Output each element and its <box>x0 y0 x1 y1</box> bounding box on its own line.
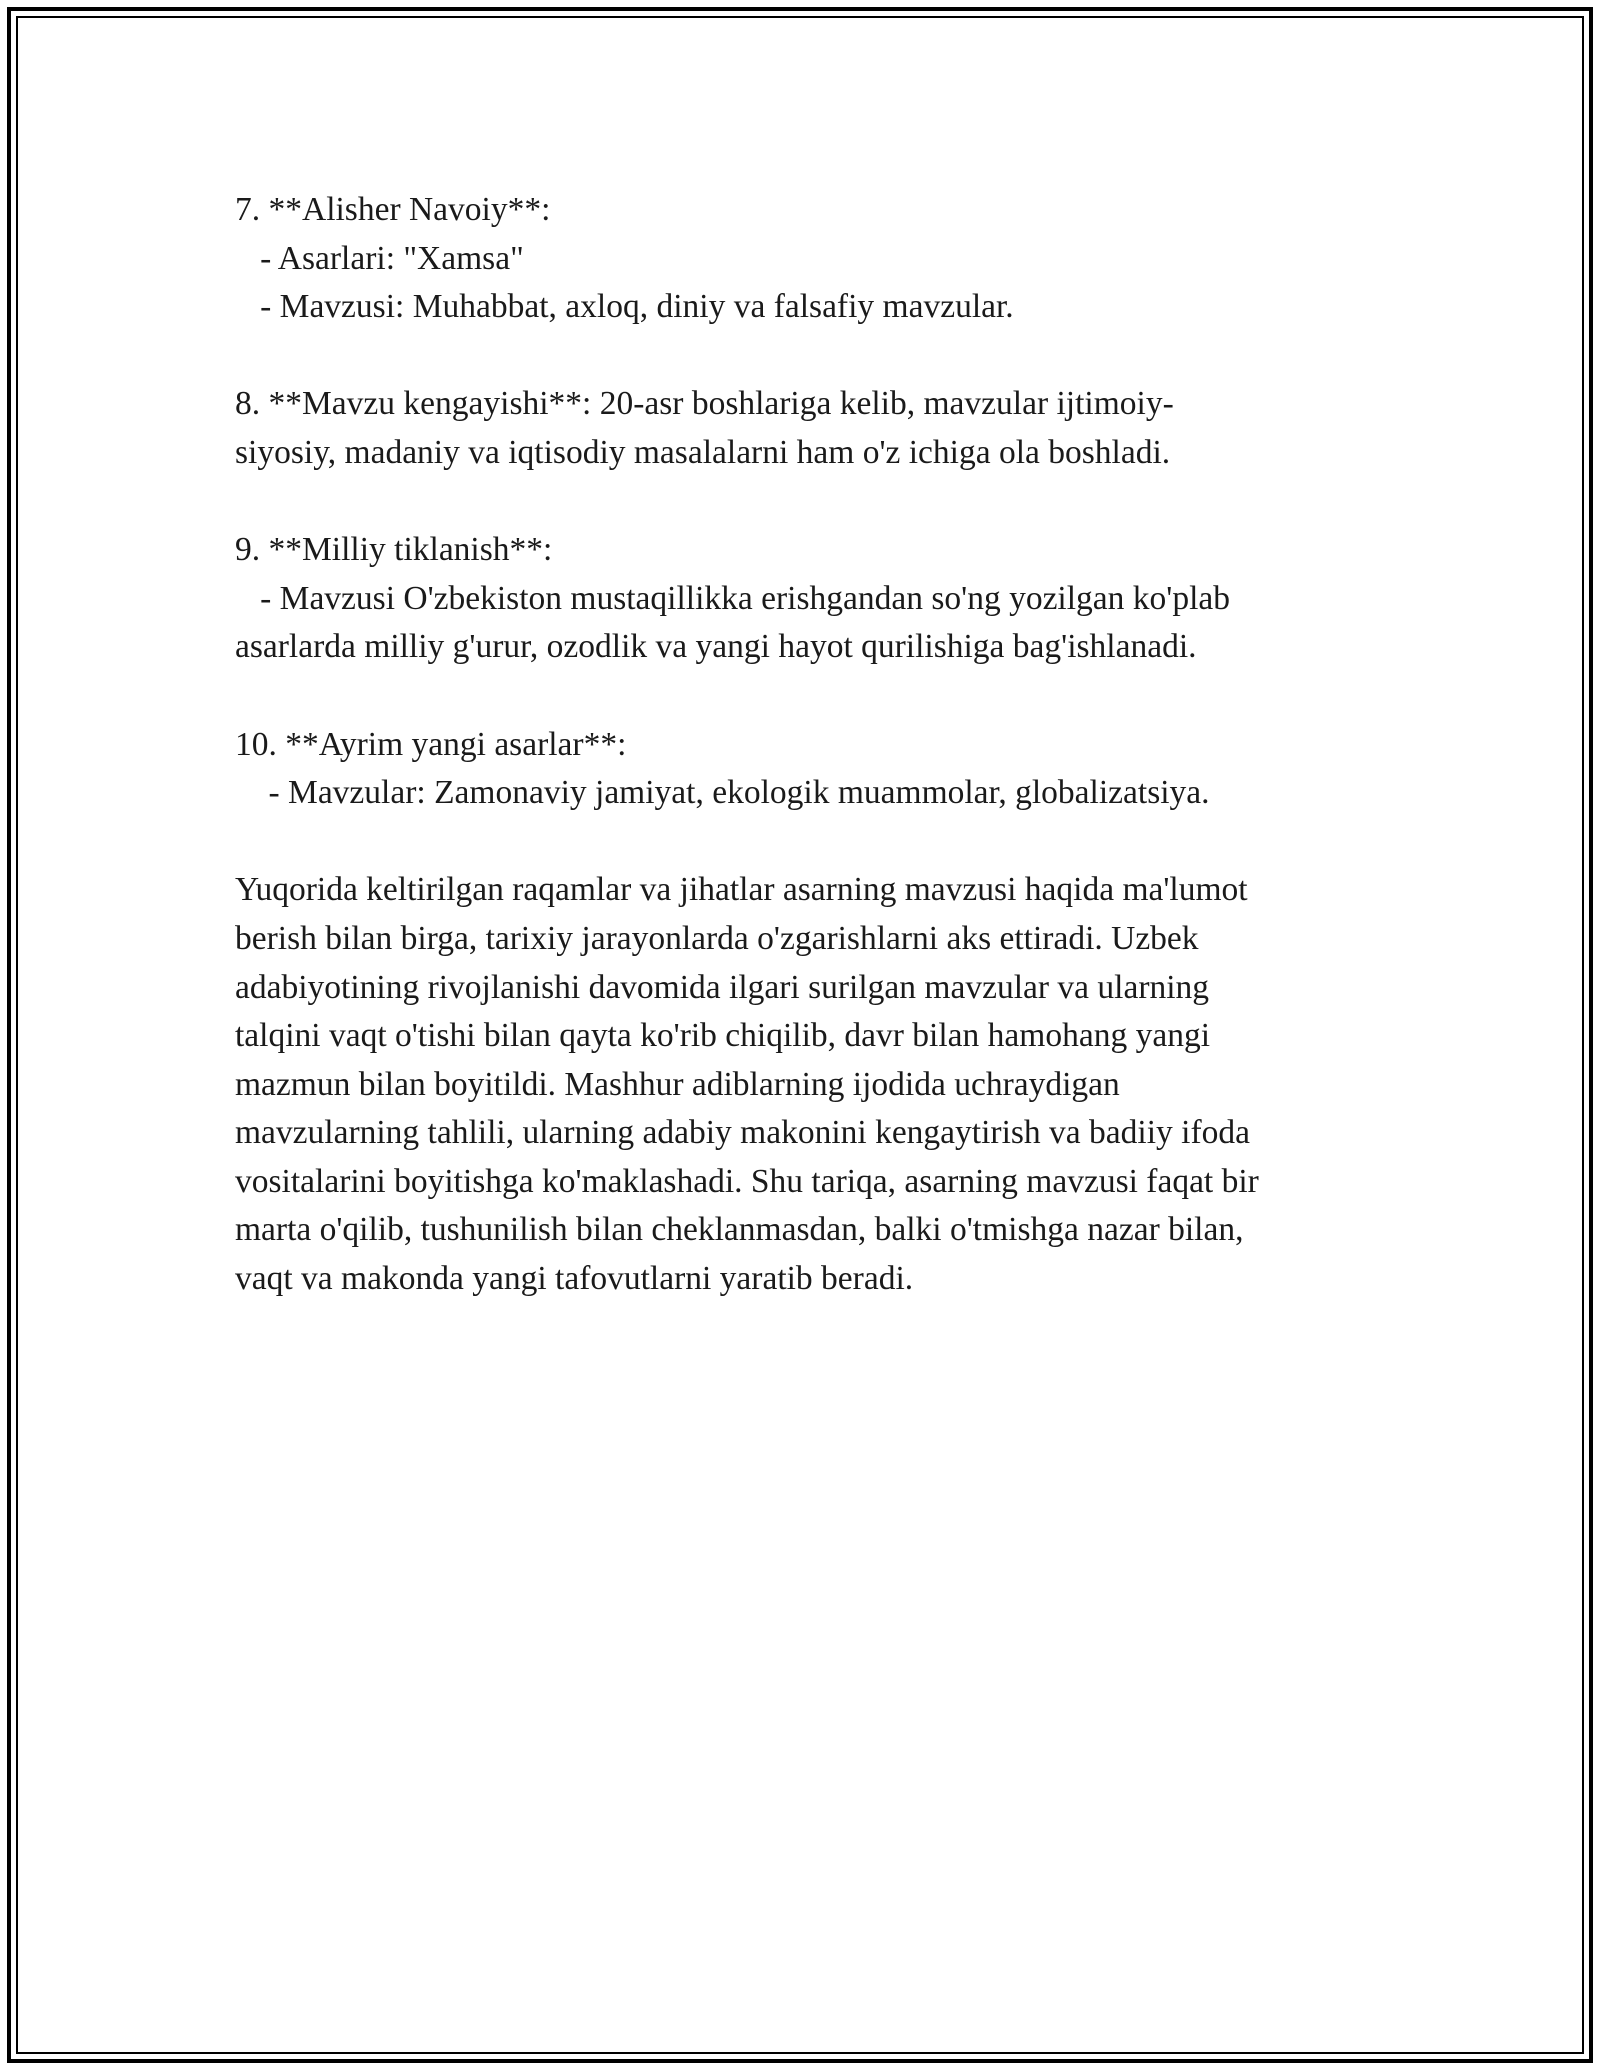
text-line: siyosiy, madaniy va iqtisodiy masalalarni ham o'z ichiga ola boshladi. <box>235 433 1171 471</box>
conclusion-paragraph <box>235 866 1375 1303</box>
paragraph-line: vaqt va makonda yangi tafovutlarni yaratib beradi. <box>235 1260 914 1298</box>
paragraph-line: mazmun bilan boyitildi. Mashhur adiblarning ijodida uchraydigan <box>235 1065 1120 1103</box>
list-item: - Mavzusi O'zbekiston mustaqillikka erishgandan so'ng yozilgan ko'plab <box>235 579 1231 617</box>
section-heading: 8. **Mavzu kengayishi**: 20-asr boshlariga kelib, mavzular ijtimoiy- <box>235 385 1174 423</box>
list-item: - Asarlari: "Xamsa" <box>235 239 524 277</box>
section-mavzu-kengayishi <box>235 380 1375 477</box>
list-item: - Mavzular: Zamonaviy jamiyat, ekologik muammolar, globalizatsiya. <box>235 774 1210 812</box>
section-heading: 7. **Alisher Navoiy**: <box>235 191 551 228</box>
section-heading: 10. **Ayrim yangi asarlar**: <box>235 725 627 763</box>
paragraph-line: mavzularning tahlili, ularning adabiy makonini kengaytirish va badiiy ifoda <box>235 1114 1250 1152</box>
paragraph-line: adabiyotining rivojlanishi davomida ilgari surilgan mavzular va ularning <box>235 968 1210 1006</box>
section-milliy-tiklanish <box>235 526 1375 672</box>
paragraph-line: berish bilan birga, tarixiy jarayonlarda o'zgarishlarni aks ettiradi. Uzbek <box>235 919 1199 957</box>
text-line: asarlarda milliy g'urur, ozodlik va yangi hayot qurilishiga bag'ishlanadi. <box>235 628 1197 666</box>
document-body <box>235 186 1375 1352</box>
section-heading: 9. **Milliy tiklanish**: <box>235 531 553 569</box>
paragraph-line: Yuqorida keltirilgan raqamlar va jihatlar asarning mavzusi haqida ma'lumot <box>235 871 1248 909</box>
section-alisher-navoiy <box>235 186 1375 332</box>
section-ayrim-yangi-asarlar <box>235 721 1375 818</box>
paragraph-line: marta o'qilib, tushunilish bilan cheklanmasdan, balki o'tmishga nazar bilan, <box>235 1211 1244 1249</box>
paragraph-line: talqini vaqt o'tishi bilan qayta ko'rib chiqilib, davr bilan hamohang yangi <box>235 1017 1211 1055</box>
list-item: - Mavzusi: Muhabbat, axloq, diniy va falsafiy mavzular. <box>235 288 1014 326</box>
paragraph-line: vositalarini boyitishga ko'maklashadi. Shu tariqa, asarning mavzusi faqat bir <box>235 1162 1259 1200</box>
